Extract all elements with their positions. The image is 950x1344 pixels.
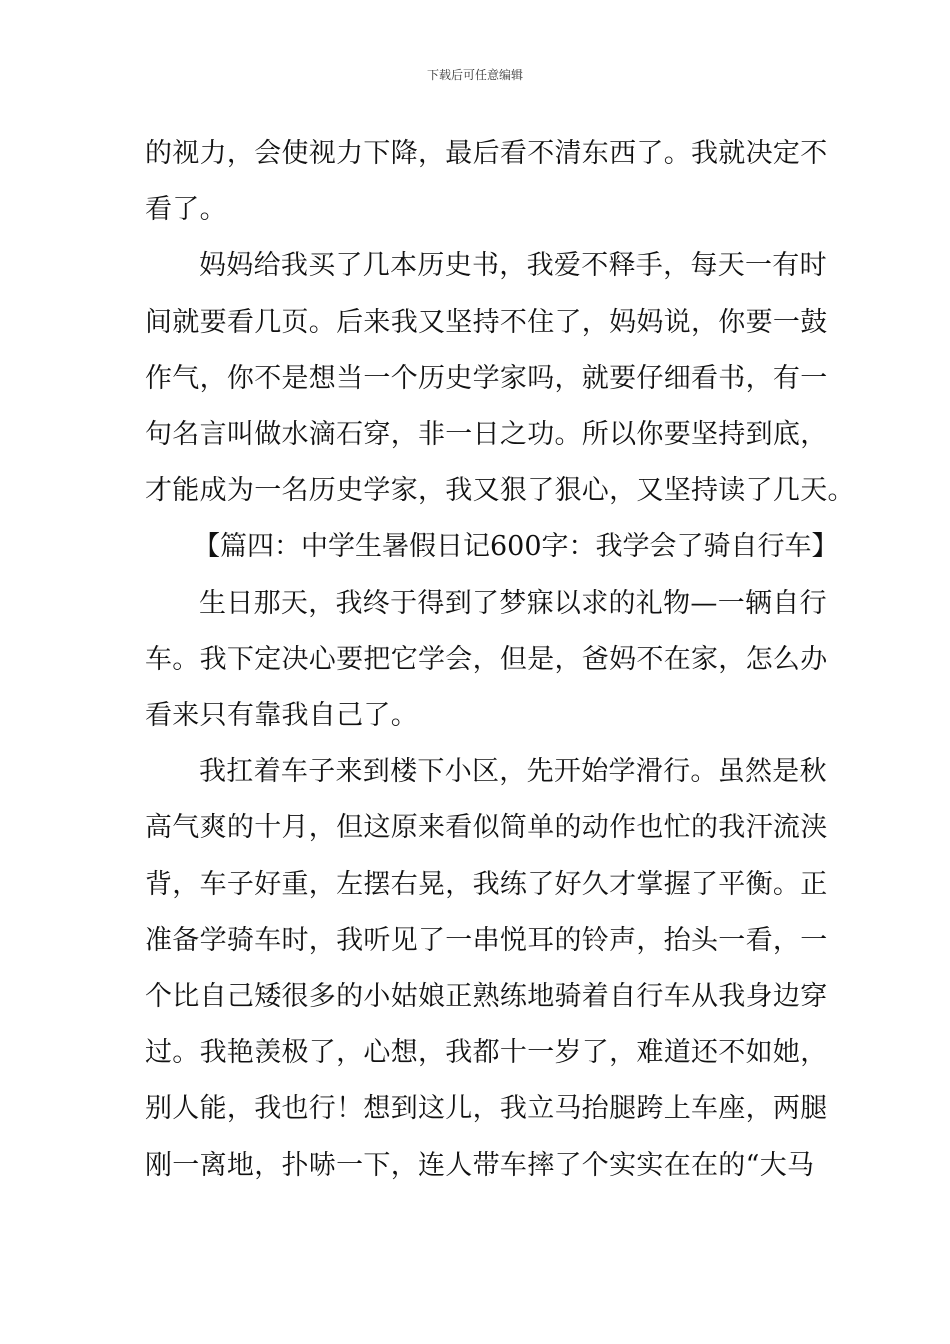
text-line: 背，车子好重，左摆右晃，我练了好久才掌握了平衡。正 <box>145 868 828 900</box>
paragraph-history-books <box>145 238 855 519</box>
text-line: 的视力，会使视力下降，最后看不清东西了。我就决定不 <box>145 138 828 169</box>
text-line: 个比自己矮很多的小姑娘正熟练地骑着自行车从我身边穿 <box>145 981 828 1013</box>
section-title: 【篇四：中学生暑假日记600字：我学会了骑自行车】 <box>193 531 839 563</box>
text-line: 间就要看几页。后来我又坚持不住了，妈妈说，你要一鼓 <box>145 306 828 338</box>
document-body <box>145 126 855 1194</box>
text-line: 看了。 <box>145 194 227 226</box>
text-line: 我扛着车子来到楼下小区，先开始学滑行。虽然是秋 <box>199 756 827 788</box>
text-line: 妈妈给我买了几本历史书，我爱不释手，每天一有时 <box>199 250 827 282</box>
text-line: 句名言叫做水滴石穿，非一日之功。所以你要坚持到底， <box>145 419 828 451</box>
text-line: 过。我艳羡极了，心想，我都十一岁了，难道还不如她， <box>145 1037 828 1069</box>
page-header: 下载后可任意编辑 <box>426 68 523 82</box>
paragraph-learning-bike <box>145 744 828 1194</box>
text-line: 准备学骑车时，我听见了一串悦耳的铃声，抬头一看，一 <box>145 924 828 956</box>
text-line: 刚一离地，扑哧一下，连人带车摔了个实实在在的“大马 <box>145 1149 815 1181</box>
text-line: 作气，你不是想当一个历史学家吗，就要仔细看书，有一 <box>145 362 828 394</box>
text-line: 才能成为一名历史学家，我又狠了狠心，又坚持读了几天。 <box>145 475 855 507</box>
text-line: 别人能，我也行！想到这儿，我立马抬腿跨上车座，两腿 <box>145 1093 828 1125</box>
paragraph-birthday <box>145 576 828 745</box>
paragraph-vision <box>145 126 828 238</box>
text-line: 生日那天，我终于得到了梦寐以求的礼物—一辆自行 <box>199 587 827 619</box>
text-line: 车。我下定决心要把它学会，但是，爸妈不在家，怎么办 <box>145 643 828 675</box>
text-line: 看来只有靠我自己了。 <box>145 700 418 732</box>
text-line: 高气爽的十月，但这原来看似简单的动作也忙的我汗流浃 <box>145 812 828 844</box>
